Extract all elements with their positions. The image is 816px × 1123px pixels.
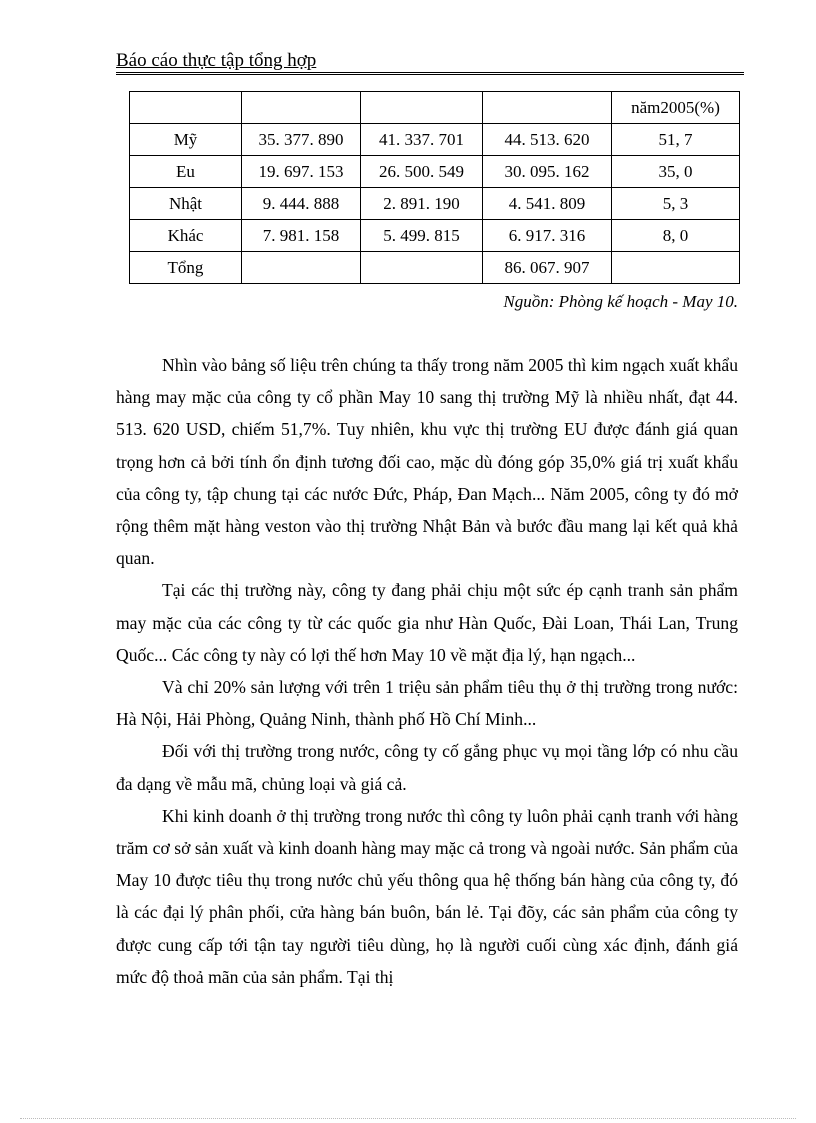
table-cell <box>483 92 612 124</box>
table-row <box>130 252 740 284</box>
table-cell: Eu <box>130 156 242 188</box>
table-cell: Tổng <box>130 252 242 284</box>
table-cell: 19. 697. 153 <box>242 156 361 188</box>
table-cell: Mỹ <box>130 124 242 156</box>
table-cell: 51, 7 <box>612 124 740 156</box>
table-cell: 30. 095. 162 <box>483 156 612 188</box>
page-header <box>116 50 744 75</box>
table-cell: 35. 377. 890 <box>242 124 361 156</box>
paragraph: Khi kinh doanh ở thị trường trong nước thì công ty luôn phải cạnh tranh với hàng trăm cơ sở sản xuất và kinh doanh hàng may mặc cả trong và ngoài nước. Sản phẩm của May 10 được tiêu thụ trong nước chủ yếu thông qua hệ thống bán hàng của công ty, đó là các đại lý phân phối, cửa hàng bán buôn, bán lẻ. Tại đõy, các sản phẩm của công ty được cung cấp tới tận tay người tiêu dùng, họ là người cuối cùng xác định, đánh giá mức độ thoả mãn của sản phẩm. Tại thị <box>116 805 738 987</box>
body-text <box>116 349 738 993</box>
table-cell: Khác <box>130 220 242 252</box>
paragraph: Tại các thị trường này, công ty đang phải chịu một sức ép cạnh tranh sản phẩm may mặc của các công ty từ các quốc gia như Hàn Quốc, Đài Loan, Thái Lan, Trung Quốc... Các công ty này có lợi thế hơn May 10 về mặt địa lý, hạn ngạch... <box>116 580 738 665</box>
table-cell: 8, 0 <box>612 220 740 252</box>
table-row <box>130 124 740 156</box>
table-cell: 86. 067. 907 <box>483 252 612 284</box>
table-cell <box>361 92 483 124</box>
table-cell: 2. 891. 190 <box>361 188 483 220</box>
table-cell <box>361 252 483 284</box>
table-cell: 5. 499. 815 <box>361 220 483 252</box>
table-cell: năm2005(%) <box>612 92 740 124</box>
table-cell: 26. 500. 549 <box>361 156 483 188</box>
table-cell: 7. 981. 158 <box>242 220 361 252</box>
table-header-row <box>130 92 740 124</box>
page-bottom-divider <box>20 1118 796 1119</box>
export-table <box>129 91 740 284</box>
report-title: Báo cáo thực tập tổng hợp <box>116 50 317 71</box>
table-cell <box>242 92 361 124</box>
table-cell: 4. 541. 809 <box>483 188 612 220</box>
table-cell: 41. 337. 701 <box>361 124 483 156</box>
table-row <box>130 156 740 188</box>
table-cell: 44. 513. 620 <box>483 124 612 156</box>
table-cell: 5, 3 <box>612 188 740 220</box>
table-cell: Nhật <box>130 188 242 220</box>
table-cell <box>130 92 242 124</box>
table-row <box>130 220 740 252</box>
table-cell: 9. 444. 888 <box>242 188 361 220</box>
paragraph: Và chỉ 20% sản lượng với trên 1 triệu sản phẩm tiêu thụ ở thị trường trong nước: Hà Nội, Hải Phòng, Quảng Ninh, thành phố Hồ Chí Minh... <box>116 677 738 730</box>
table-cell: 35, 0 <box>612 156 740 188</box>
table-cell <box>242 252 361 284</box>
paragraph: Nhìn vào bảng số liệu trên chúng ta thấy trong năm 2005 thì kim ngạch xuất khẩu hàng may mặc của công ty cổ phần May 10 sang thị trường Mỹ là nhiều nhất, đạt 44. 513. 620 USD, chiếm 51,7%. Tuy nhiên, khu vực thị trường EU được đánh giá quan trọng hơn cả bởi tính ổn định tương đối cao, mặc dù đóng góp 35,0% giá trị xuất khẩu của công ty, tập chung tại các nước Đức, Pháp, Đan Mạch... Năm 2005, công ty đó mở rộng thêm mặt hàng veston vào thị trường Nhật Bản và bước đầu mang lại kết quả khả quan. <box>116 355 738 569</box>
table-row <box>130 188 740 220</box>
paragraph: Đối với thị trường trong nước, công ty cố gắng phục vụ mọi tầng lớp có nhu cầu đa dạng về mẫu mã, chủng loại và giá cả. <box>116 741 738 794</box>
table-cell <box>612 252 740 284</box>
table-source-note: Nguồn: Phòng kế hoạch - May 10. <box>503 292 738 311</box>
table-cell: 6. 917. 316 <box>483 220 612 252</box>
